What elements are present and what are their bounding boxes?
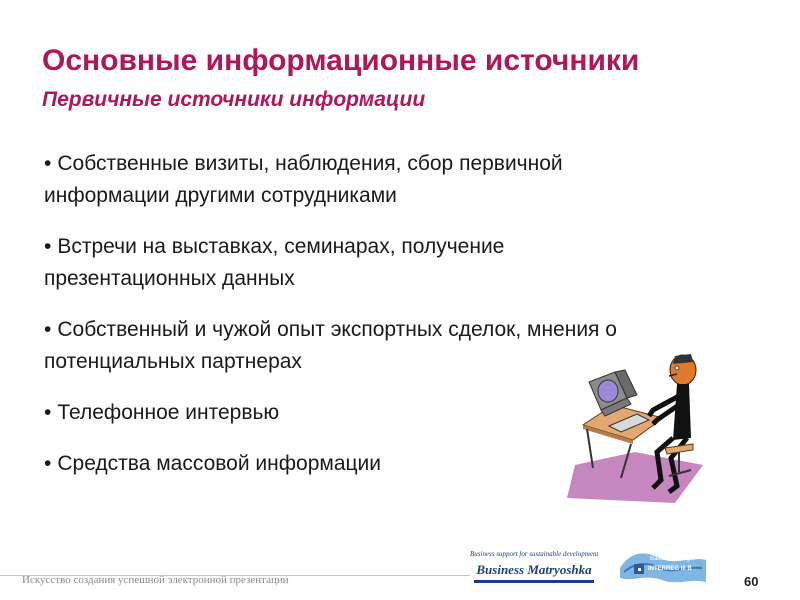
person-at-computer-icon	[565, 340, 705, 505]
logo-tagline: Business support for sustainable development	[470, 550, 599, 558]
bullet-item	[44, 231, 664, 295]
page-number: 60	[744, 574, 759, 589]
partner-line1: Baltic Sea Region	[650, 556, 698, 562]
footer-caption: Искусство создания успешной электронной презентации	[22, 574, 289, 586]
slide-title: Основные информационные источники	[42, 44, 640, 77]
logo-name: Business Matryoshka	[476, 562, 592, 577]
interreg-logo	[620, 548, 706, 586]
bullet-icon: •	[44, 318, 52, 341]
bullet-text: Телефонное интервью	[57, 401, 280, 424]
bullet-icon: •	[44, 152, 52, 175]
bullet-item	[44, 148, 664, 212]
bullet-icon: •	[44, 401, 52, 424]
logo-underline	[474, 580, 594, 583]
bullet-text: Собственные визиты, наблюдения, сбор первичной информации другими сотрудниками	[44, 152, 563, 207]
bullet-icon: •	[44, 452, 52, 475]
bullet-text: Собственный и чужой опыт экспортных сделок, мнения о потенциальных партнерах	[44, 318, 617, 373]
business-matryoshka-logo	[470, 550, 598, 583]
bullet-text: Встречи на выставках, семинарах, получение презентационных данных	[44, 235, 505, 290]
bullet-icon: •	[44, 235, 52, 258]
slide-subtitle: Первичные источники информации	[42, 88, 426, 111]
bullet-text: Средства массовой информации	[57, 452, 381, 475]
partner-line2: INTERREG III B	[648, 566, 692, 572]
